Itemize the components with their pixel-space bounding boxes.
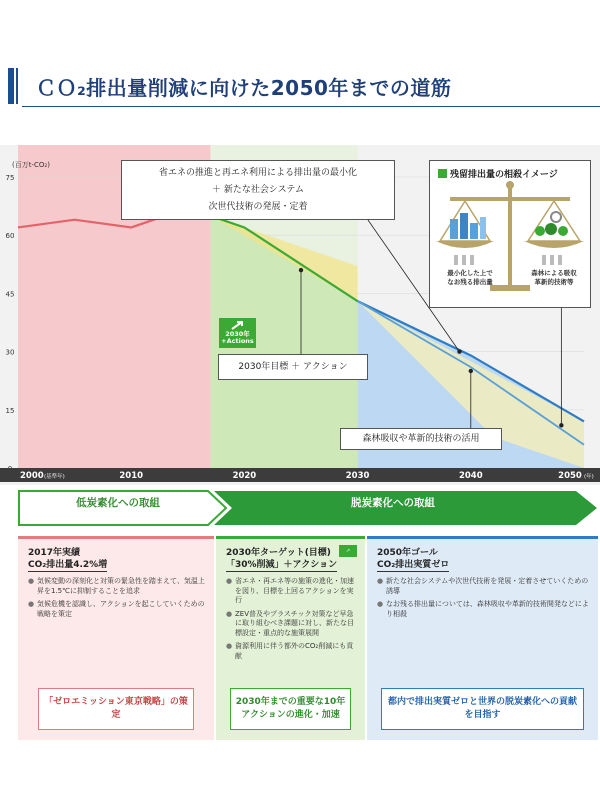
y-tick-label: 30 (5, 348, 15, 357)
list-item: ● 気候危機を認識し、アクションを起こしていくための戦略を策定 (28, 600, 208, 619)
panel-2050-goal: 都内で排出実質ゼロと世界の脱炭素化への貢献を目指す (381, 688, 584, 730)
legend-left-label-2: なお残る排出量 (447, 278, 493, 286)
panel-2050-head-2: CO₂排出実質ゼロ (377, 560, 450, 570)
actual-area (18, 212, 210, 468)
panel-2017-bullets (18, 572, 214, 619)
x-tick-label: 2030 (345, 471, 370, 481)
panel-2050 (367, 536, 598, 740)
actions-badge-line-1: 2030年 (225, 330, 250, 338)
x-tick-label: 2010 (119, 471, 144, 481)
callout-top-line-1: 省エネの推進と再エネ利用による排出量の最小化 (158, 168, 357, 178)
balance-scale-icon (430, 177, 590, 307)
panel-2050-head (367, 539, 598, 572)
panel-2030-head-2: 「30%削減」＋アクション (226, 560, 338, 570)
decarbonization-label: 脱炭素化への取組 (351, 497, 435, 509)
x-tick-sublabel: (年) (584, 474, 594, 480)
panel-2030-bullets (216, 572, 365, 661)
x-tick-sublabel: (基準年) (44, 474, 65, 480)
y-axis-label: (百万t-CO₂) (12, 161, 50, 169)
list-item: ● ZEV普及やプラスチック対策など早急に取り組むべき課題に対し、新たな目標設定・重点的な施策展開 (226, 610, 359, 639)
callout-absorption-text: 森林吸収や革新的技術の活用 (362, 434, 480, 444)
page-title: ＣＯ₂排出量削減に向けた2050年までの道筋 (36, 76, 452, 100)
title-bar (0, 66, 600, 110)
legend-left-label (438, 269, 502, 287)
callout-2030-target (218, 354, 368, 380)
title-accent-thin (16, 68, 18, 104)
panel-2050-head-1: 2050年ゴール (377, 548, 438, 558)
y-tick-label: 45 (5, 290, 15, 299)
y-tick-label: 75 (5, 174, 15, 182)
panel-2017-head (18, 539, 214, 572)
x-tick-label: 2000 (20, 471, 44, 481)
x-tick-label: 2040 (458, 471, 483, 481)
arrow-up-right-icon (231, 320, 245, 330)
list-item: ● 気候変動の深刻化と対策の緊急性を踏まえて、気温上昇を1.5℃に抑制することを追求 (28, 577, 208, 596)
title-accent (8, 68, 14, 104)
actions-badge-line-2: +Actions (221, 337, 254, 345)
legend-right-label-1: 森林による吸収 (531, 269, 577, 277)
offset-legend (429, 160, 591, 308)
panel-2017 (18, 536, 214, 740)
list-item: ● なお残る排出量については、森林吸収や革新的技術開発などにより相殺 (377, 600, 592, 619)
title-rule (22, 106, 600, 107)
list-item: ● 資源利用に伴う都外のCO₂削減にも貢献 (226, 642, 359, 661)
panel-2017-goal: 「ゼロエミッション東京戦略」の策定 (38, 688, 194, 730)
panel-2030-head-1: 2030年ターゲット(目標) (226, 548, 331, 558)
y-tick-label: 15 (5, 406, 15, 415)
offset-legend-title-text: 残留排出量の相殺イメージ (450, 170, 558, 180)
y-tick-label: 60 (5, 232, 15, 241)
callout-top (121, 160, 395, 220)
panel-2017-head-1: 2017年実績 (28, 548, 81, 558)
panel-2030 (216, 536, 365, 740)
callout-2030-target-text: 2030年目標 ＋ アクション (238, 362, 348, 372)
panel-2050-bullets (367, 572, 598, 619)
callout-top-line-2: ＋ 新たな社会システム (212, 185, 304, 195)
panel-2030-goal: 2030年までの重要な10年アクションの進化・加速 (230, 688, 351, 730)
actions-badge (219, 318, 256, 348)
legend-right-label-2: 革新的技術等 (534, 278, 574, 286)
panel-2017-head-2: CO₂排出量4.2%増 (28, 560, 108, 570)
list-item: ● 新たな社会システムや次世代技術を発展・定着させていくための誘導 (377, 577, 592, 596)
callout-absorption (340, 428, 502, 450)
x-tick-label: 2020 (232, 471, 257, 481)
x-tick-label: 2050 (558, 471, 582, 481)
legend-left-label-1: 最小化した上で (447, 269, 493, 277)
phase-arrows (18, 489, 598, 527)
low-carbon-label: 低炭素化への取組 (76, 497, 160, 509)
x-axis-bar (0, 468, 600, 482)
actions-mini-icon: ↗ (339, 545, 357, 557)
list-item: ● 省エネ・再エネ等の施策の進化・加速を図り、目標を上回るアクションを実行 (226, 577, 359, 606)
legend-right-label (522, 269, 586, 287)
callout-top-line-3: 次世代技術の発展・定着 (208, 202, 308, 212)
